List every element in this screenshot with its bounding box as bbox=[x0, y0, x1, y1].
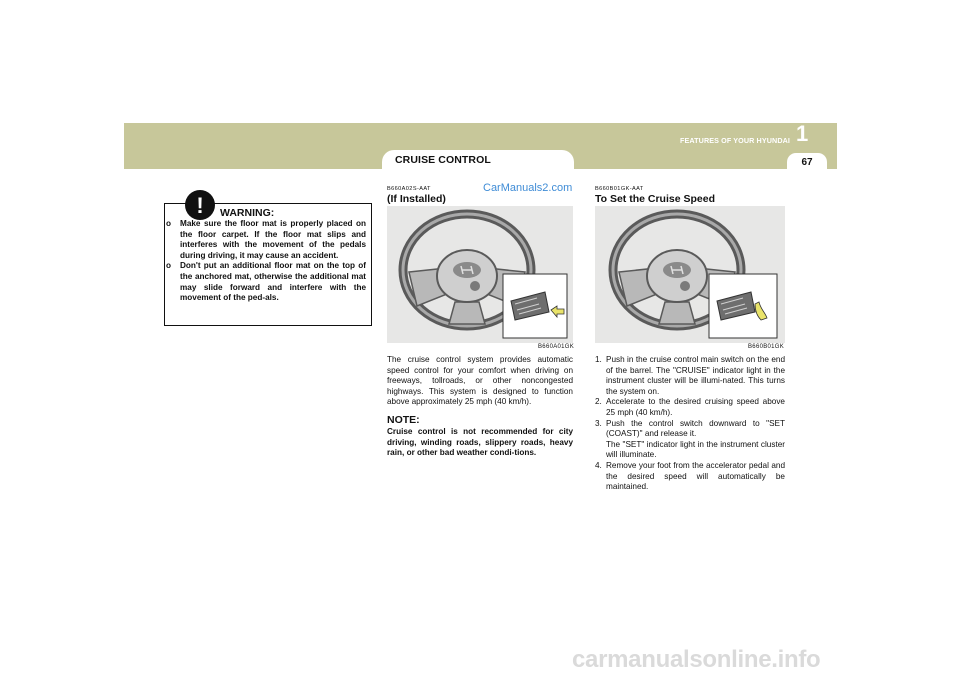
steering-wheel-illustration bbox=[595, 206, 785, 343]
chapter-number: 1 bbox=[796, 121, 809, 146]
figure-label-1: B660A01GK bbox=[538, 344, 575, 350]
middle-body-text: The cruise control system provides automatic speed control for your comfort when driving on freeways, tollroads, or other noncongested highways. This system is designed to function above approximately 25 mph (40 km/h). bbox=[387, 355, 573, 407]
warning-bullet: o bbox=[166, 219, 172, 228]
step-item bbox=[595, 397, 785, 418]
figure-steering-wheel-1 bbox=[387, 206, 573, 343]
right-code: B660B01GK-AAT bbox=[595, 186, 644, 192]
step-text: Push in the cruise control main switch on the end of the barrel. The "CRUISE" indicator light in the instrument cluster will be illumi-nated. This turns the system on. bbox=[606, 355, 785, 396]
steps-list bbox=[595, 355, 785, 493]
warning-item bbox=[166, 219, 366, 261]
step-number: 1. bbox=[595, 355, 602, 364]
step-item bbox=[595, 461, 785, 493]
step-item bbox=[595, 355, 785, 397]
warning-icon bbox=[184, 189, 216, 221]
warning-list bbox=[166, 219, 366, 304]
figure-label-2: B660B01GK bbox=[748, 344, 785, 350]
chapter-label: FEATURES OF YOUR HYUNDAI bbox=[680, 136, 790, 145]
section-title: CRUISE CONTROL bbox=[395, 154, 491, 166]
note-text: Cruise control is not recommended for city driving, winding roads, slippery roads, heavy rain, or other bad weather condi-tions. bbox=[387, 427, 573, 458]
step-number: 3. bbox=[595, 418, 602, 428]
step-text: Accelerate to the desired cruising speed above 25 mph (40 km/h). bbox=[606, 397, 785, 417]
middle-code: B660A02S-AAT bbox=[387, 186, 431, 192]
note-title: NOTE: bbox=[387, 414, 420, 426]
page-number: 67 bbox=[801, 157, 813, 168]
step-text: Remove your foot from the accelerator pedal and the desired speed will automatically be maintained. bbox=[606, 460, 785, 492]
warning-bullet: o bbox=[166, 261, 172, 271]
steering-wheel-illustration bbox=[387, 206, 573, 343]
middle-heading: (If Installed) bbox=[387, 193, 446, 205]
footer-watermark[interactable]: carmanualsonline.info bbox=[572, 646, 821, 673]
watermark-link[interactable]: CarManuals2.com bbox=[483, 182, 573, 194]
right-heading: To Set the Cruise Speed bbox=[595, 193, 715, 205]
warning-item-text: Make sure the floor mat is properly placed on the floor carpet. If the floor mat slips and interferes with the movement of the pedals during driving, it may cause an accident. bbox=[180, 219, 366, 260]
warning-item-text: Don't put an additional floor mat on the top of the anchored mat, otherwise the additional mat may slide forward and interfere with the movement of the ped-als. bbox=[180, 261, 366, 303]
step-number: 4. bbox=[595, 460, 602, 470]
step-item bbox=[595, 419, 785, 461]
warning-symbol: ! bbox=[196, 193, 204, 218]
warning-item bbox=[166, 261, 366, 303]
figure-steering-wheel-2 bbox=[595, 206, 785, 343]
step-number: 2. bbox=[595, 397, 602, 407]
step-text: Push the control switch downward to "SET (COAST)" and release it. The "SET" indicator light in the instrument cluster will illuminate. bbox=[606, 418, 785, 460]
warning-title: WARNING: bbox=[220, 207, 275, 219]
